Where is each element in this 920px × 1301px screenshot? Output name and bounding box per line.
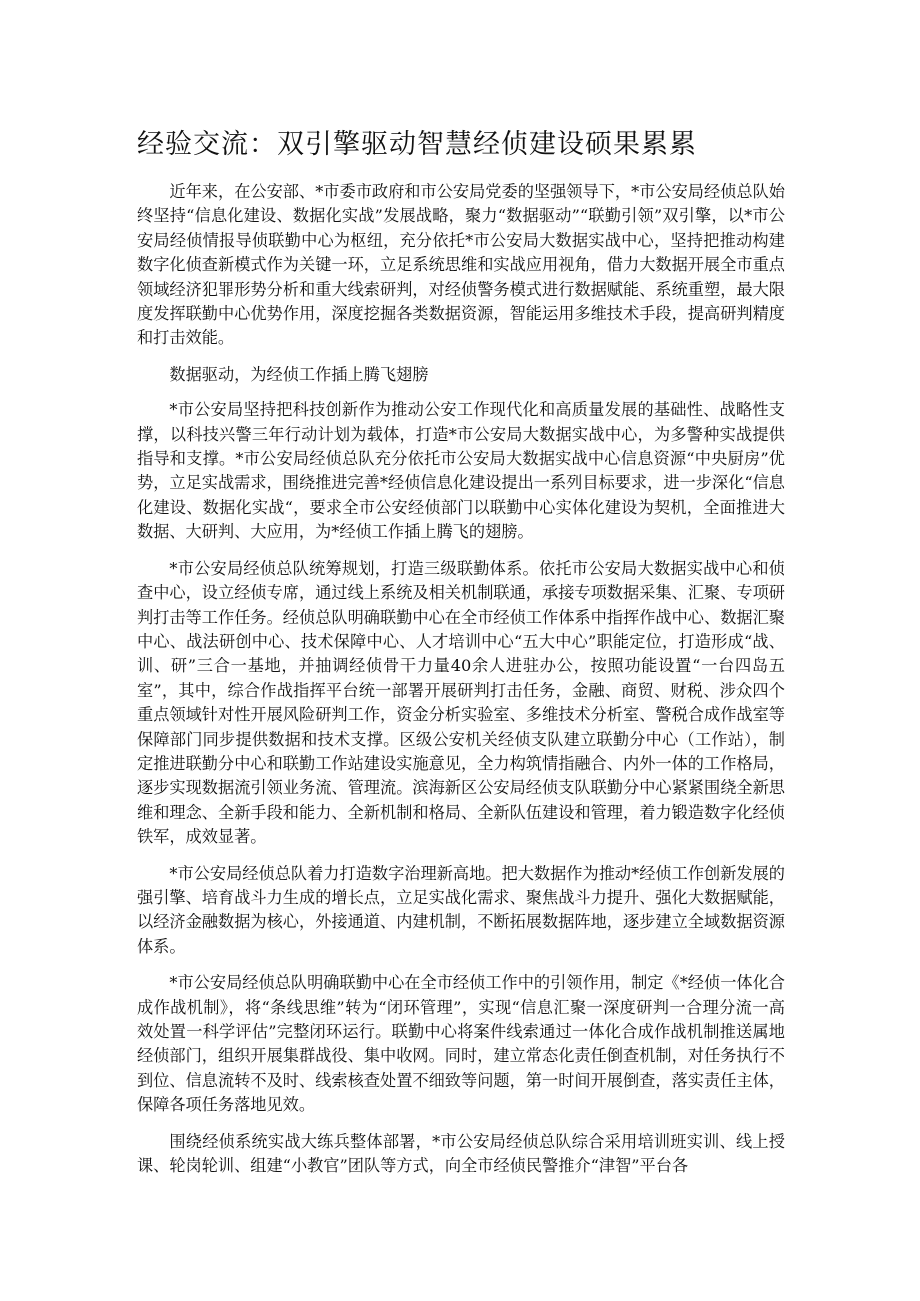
paragraph-joint-center-role: *市公安局经侦总队明确联勤中心在全市经侦工作中的引领作用，制定《*经侦一体化合成作战机制》，将“条线思维”转为“闭环管理”，实现“信息汇聚一深度研判一合理分流一高效处置一科学评估”完整闭环运行。联勤中心将案件线索通过一体化合成作战机制推送属地经侦部门，组织开展集群战役、集中收网。同时，建立常态化责任倒查机制，对任务执行不到位、信息流转不及时、线索核查处置不细致等问题，第一时间开展倒查，落实责任主体，保障各项任务落地见效。 xyxy=(137,973,785,1115)
document-body xyxy=(137,180,785,1190)
document-title: 经验交流：双引擎驱动智慧经侦建设硕果累累 xyxy=(137,129,697,160)
paragraph-training: 围绕经侦系统实战大练兵整体部署，*市公安局经侦总队综合采用培训班实训、线上授课、轮岗轮训、组建“小教官”团队等方式，向全市经侦民警推介“津智”平台各 xyxy=(137,1131,785,1176)
paragraph-tech-innovation: *市公安局坚持把科技创新作为推动公安工作现代化和高质量发展的基础性、战略性支撑，以科技兴警三年行动计划为载体，打造*市公安局大数据实战中心，为多警种实战提供指导和支撑。*市公安局经侦总队充分依托市公安局大数据实战中心信息资源“中央厨房”优势，立足实战需求，围绕推进完善*经侦信息化建设提出一系列目标要求，进一步深化“信息化建设、数据化实战“，要求全市公安经侦部门以联勤中心实体化建设为契机，全面推进大数据、大研判、大应用，为*经侦工作插上腾飞的翅膀。 xyxy=(137,400,785,542)
paragraph-intro: 近年来，在公安部、*市委市政府和市公安局党委的坚强领导下，*市公安局经侦总队始终坚持“信息化建设、数据化实战”发展战略，聚力“数据驱动”“联勤引领”双引擎，以*市公安局经侦情报导侦联勤中心为枢纽，充分依托*市公安局大数据实战中心，坚持把推动构建数字化侦查新模式作为关键一环，立足系统思维和实战应用视角，借力大数据开展全市重点领域经济犯罪形势分析和重大线索研判，对经侦警务模式进行数据赋能、系统重塑，最大限度发挥联勤中心优势作用，深度挖掘各类数据资源，智能运用多维技术手段，提高研判精度和打击效能。 xyxy=(137,182,785,348)
section-heading: 数据驱动，为经侦工作插上腾飞翅膀 xyxy=(169,364,429,384)
paragraph-digital-governance: *市公安局经侦总队着力打造数字治理新高地。把大数据作为推动*经侦工作创新发展的强引擎、培育战斗力生成的增长点，立足实战化需求、聚焦战斗力提升、强化大数据赋能，以经济金融数据为核心，外接通道、内建机制，不断拓展数据阵地，逐步建立全域数据资源体系。 xyxy=(137,863,785,956)
paragraph-three-level-system: *市公安局经侦总队统筹规划，打造三级联勤体系。依托市公安局大数据实战中心和侦查中心，设立经侦专席，通过线上系统及相关机制联通，承接专项数据采集、汇聚、专项研判打击等工作任务。经侦总队明确联勤中心在全市经侦工作体系中指挥作战中心、数据汇聚中心、战法研创中心、技术保障中心、人才培训中心“五大中心”职能定位，打造形成“战、训、研”三合一基地，并抽调经侦骨干力量40余人进驻办公，按照功能设置“一台四岛五室”，其中，综合作战指挥平台统一部署开展研判打击任务，金融、商贸、财税、涉众四个重点领域针对性开展风险研判工作，资金分析实验室、多维技术分析室、警税合成作战室等保障部门同步提供数据和技术支撑。区级公安机关经侦支队建立联勤分中心（工作站），制定推进联勤分中心和联勤工作站建设实施意见，全力构筑情指融合、内外一体的工作格局，逐步实现数据流引领业务流、管理流。滨海新区公安局经侦支队联勤分中心紧紧围绕全新思维和理念、全新手段和能力、全新机制和格局、全新队伍建设和管理，着力锻造数字化经侦铁军，成效显著。 xyxy=(137,558,785,847)
